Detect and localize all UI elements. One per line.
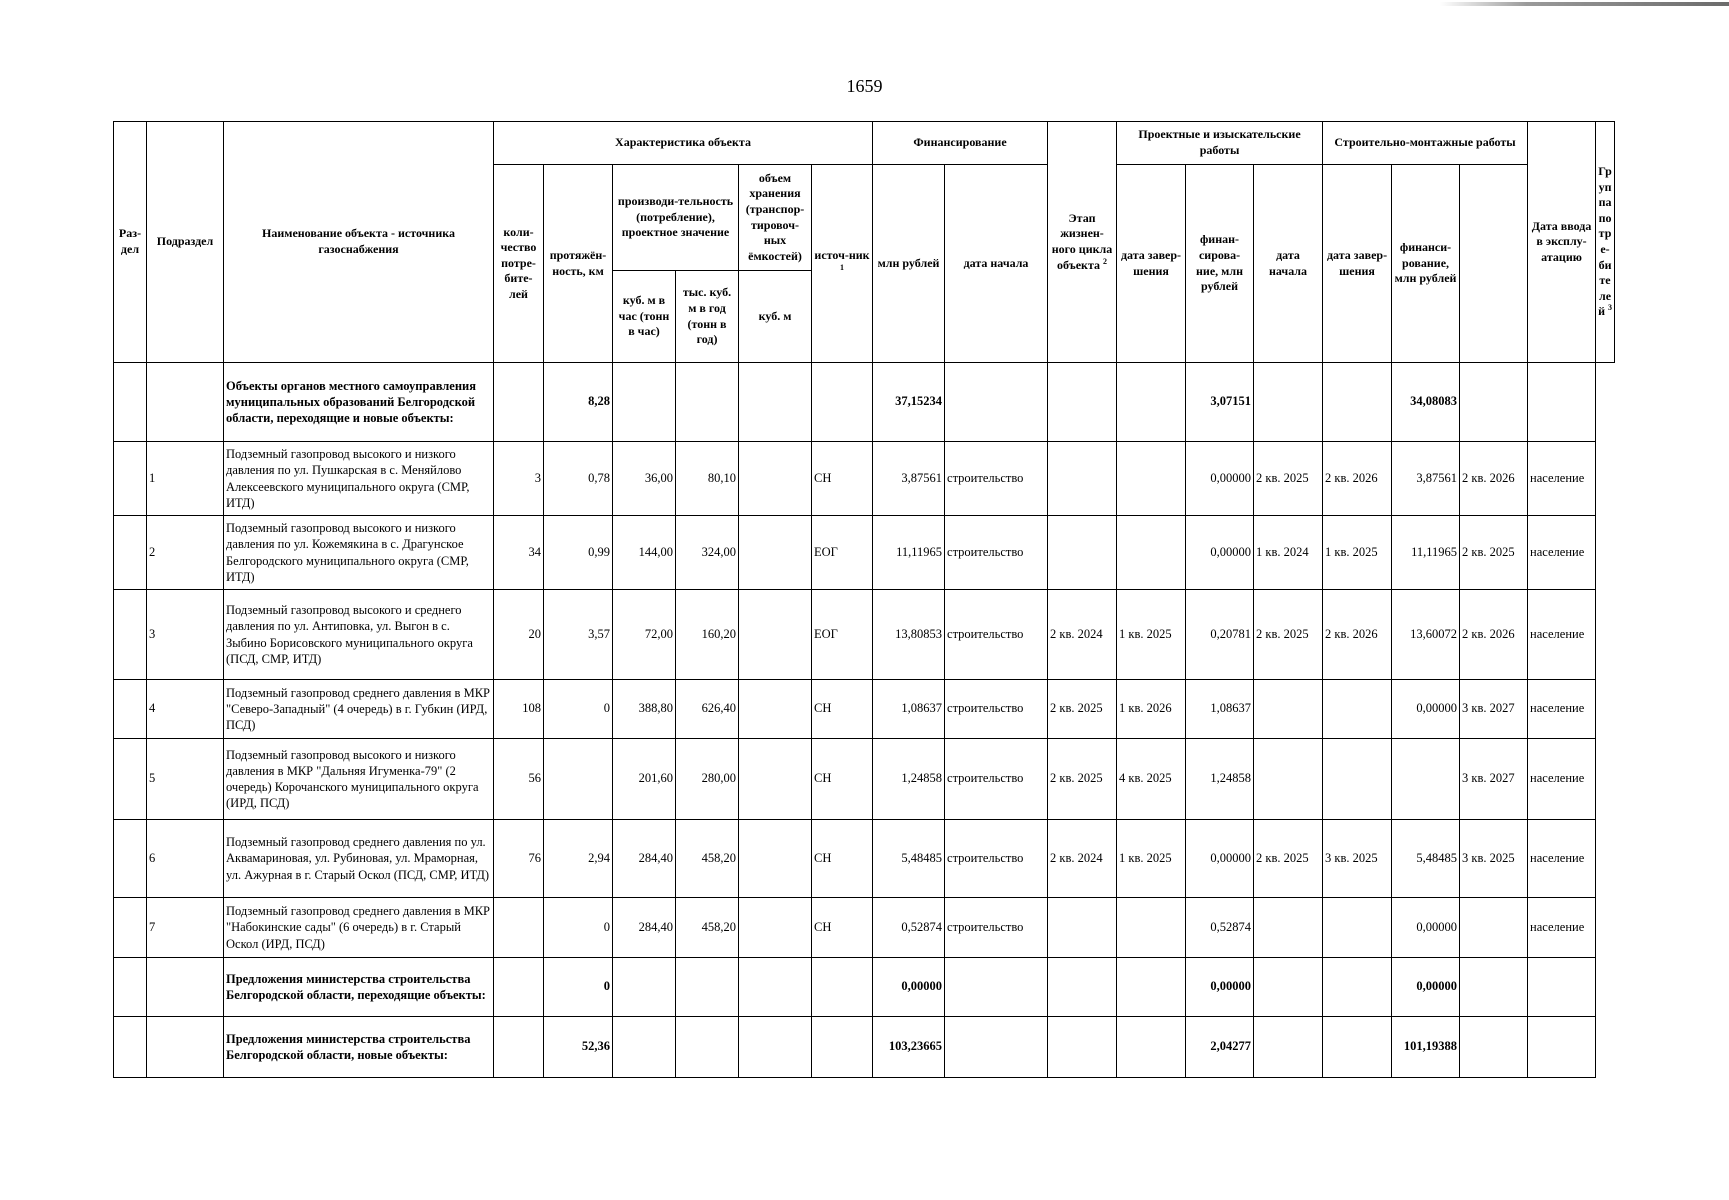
cell-length: 0 <box>544 958 613 1017</box>
cell-commission-date: 2 кв. 2026 <box>1460 442 1528 516</box>
cell-construction-start <box>1254 958 1323 1017</box>
cell-consumer-group: население <box>1528 442 1596 516</box>
table-row <box>114 516 1615 590</box>
cell-consumer-group: население <box>1528 516 1596 590</box>
cell-productivity-hour: 284,40 <box>613 898 676 958</box>
cell-commission-date <box>1460 363 1528 442</box>
cell-consumer-group: население <box>1528 680 1596 739</box>
cell-design-end: 4 кв. 2025 <box>1117 739 1186 820</box>
header-commission-date: Дата ввода в эксплу-атацию <box>1528 122 1596 363</box>
cell-construction-start: 2 кв. 2025 <box>1254 442 1323 516</box>
cell-razdel <box>114 1017 147 1078</box>
header-razdel: Раз-дел <box>114 122 147 363</box>
cell-design-financing: 3,07151 <box>1186 363 1254 442</box>
cell-productivity-year: 324,00 <box>676 516 739 590</box>
cell-design-start <box>1048 898 1117 958</box>
cell-productivity-year <box>676 363 739 442</box>
cell-design-start: 2 кв. 2025 <box>1048 680 1117 739</box>
cell-design-end <box>1117 516 1186 590</box>
cell-commission-date: 3 кв. 2025 <box>1460 820 1528 898</box>
cell-source: СН <box>812 898 873 958</box>
cell-storage <box>739 442 812 516</box>
cell-amount: 0,00000 <box>873 958 945 1017</box>
cell-length: 2,94 <box>544 820 613 898</box>
cell-razdel <box>114 442 147 516</box>
cell-construction-end: 2 кв. 2026 <box>1323 442 1392 516</box>
cell-commission-date: 2 кв. 2026 <box>1460 590 1528 680</box>
cell-productivity-hour: 388,80 <box>613 680 676 739</box>
header-design-end: дата завер-шения <box>1117 165 1186 363</box>
cell-amount: 37,15234 <box>873 363 945 442</box>
cell-razdel <box>114 898 147 958</box>
cell-productivity-hour <box>613 363 676 442</box>
cell-object-name: Подземный газопровод высокого и среднего давления по ул. Антиповка, ул. Выгон в с. Зыбино Борисовского муниципального округа (ПСД, СМР, ИТД) <box>224 590 494 680</box>
cell-storage <box>739 363 812 442</box>
cell-construction-end <box>1323 898 1392 958</box>
cell-design-end <box>1117 1017 1186 1078</box>
cell-construction-start <box>1254 680 1323 739</box>
cell-design-start: 2 кв. 2024 <box>1048 590 1117 680</box>
cell-design-start <box>1048 958 1117 1017</box>
cell-consumers <box>494 363 544 442</box>
cell-consumers <box>494 898 544 958</box>
cell-consumer-group <box>1528 363 1596 442</box>
cell-amount: 13,80853 <box>873 590 945 680</box>
cell-podrazdel <box>147 1017 224 1078</box>
cell-storage <box>739 680 812 739</box>
cell-object-name: Подземный газопровод высокого и низкого давления по ул. Кожемякина в с. Драгунское Белгородского муниципального округа (СМР, ИТД) <box>224 516 494 590</box>
cell-consumers: 20 <box>494 590 544 680</box>
cell-construction-end <box>1323 958 1392 1017</box>
cell-podrazdel: 1 <box>147 442 224 516</box>
cell-storage <box>739 516 812 590</box>
cell-design-start <box>1048 442 1117 516</box>
header-productivity: производи-тельность (потребление), проектное значение <box>613 165 739 271</box>
cell-length <box>544 739 613 820</box>
cell-consumer-group <box>1528 958 1596 1017</box>
cell-lifecycle: строительство <box>945 680 1048 739</box>
cell-consumer-group <box>1528 1017 1596 1078</box>
cell-object-name: Объекты органов местного самоуправления муниципальных образований Белгородской области, переходящие и новые объекты: <box>224 363 494 442</box>
cell-consumers <box>494 1017 544 1078</box>
cell-podrazdel: 4 <box>147 680 224 739</box>
cell-design-financing: 0,52874 <box>1186 898 1254 958</box>
cell-productivity-year <box>676 1017 739 1078</box>
cell-design-end <box>1117 363 1186 442</box>
cell-podrazdel: 2 <box>147 516 224 590</box>
cell-storage <box>739 590 812 680</box>
cell-storage <box>739 739 812 820</box>
cell-storage <box>739 1017 812 1078</box>
cell-design-financing: 0,00000 <box>1186 958 1254 1017</box>
page-number: 1659 <box>846 76 883 96</box>
cell-amount: 0,52874 <box>873 898 945 958</box>
cell-storage <box>739 898 812 958</box>
header-design-works: Проектные и изыскательские работы <box>1117 122 1323 165</box>
cell-length: 3,57 <box>544 590 613 680</box>
cell-consumers: 56 <box>494 739 544 820</box>
cell-productivity-year: 80,10 <box>676 442 739 516</box>
cell-razdel <box>114 739 147 820</box>
cell-object-name: Подземный газопровод среднего давления в МКР "Набокинские сады" (6 очередь) в г. Старый Оскол (ИРД, ПСД) <box>224 898 494 958</box>
table-row <box>114 1017 1615 1078</box>
cell-consumer-group: население <box>1528 739 1596 820</box>
cell-amount: 103,23665 <box>873 1017 945 1078</box>
scan-edge-artifact <box>1440 2 1729 6</box>
header-consumers: коли-чество потре-бите-лей <box>494 165 544 363</box>
cell-construction-financing: 11,11965 <box>1392 516 1460 590</box>
cell-storage <box>739 958 812 1017</box>
cell-construction-start: 1 кв. 2024 <box>1254 516 1323 590</box>
cell-construction-end <box>1323 363 1392 442</box>
cell-design-end <box>1117 442 1186 516</box>
cell-length: 0 <box>544 680 613 739</box>
cell-podrazdel: 3 <box>147 590 224 680</box>
cell-construction-end <box>1323 739 1392 820</box>
header-consumer-group: Группа потре-бителей $^3$ <box>1596 122 1615 363</box>
header-source: источ-ник $^1$ <box>812 165 873 363</box>
cell-design-financing: 0,00000 <box>1186 820 1254 898</box>
header-storage-unit: куб. м <box>739 271 812 363</box>
cell-source: СН <box>812 820 873 898</box>
cell-productivity-year: 626,40 <box>676 680 739 739</box>
cell-object-name: Подземный газопровод высокого и низкого давления в МКР "Дальняя Игуменка-79" (2 очередь) Корочанского муниципального округа (ИРД, ПСД) <box>224 739 494 820</box>
header-productivity-year: тыс. куб. м в год (тонн в год) <box>676 271 739 363</box>
cell-length: 0,78 <box>544 442 613 516</box>
cell-consumers: 108 <box>494 680 544 739</box>
cell-productivity-year: 458,20 <box>676 898 739 958</box>
cell-construction-end: 2 кв. 2026 <box>1323 590 1392 680</box>
cell-design-end: 1 кв. 2025 <box>1117 590 1186 680</box>
cell-construction-financing: 101,19388 <box>1392 1017 1460 1078</box>
cell-object-name: Подземный газопровод среднего давления по ул. Аквамариновая, ул. Рубиновая, ул. Мраморная, ул. Ажурная в г. Старый Оскол (ПСД, СМР, ИТД) <box>224 820 494 898</box>
cell-design-financing: 0,00000 <box>1186 442 1254 516</box>
cell-podrazdel: 7 <box>147 898 224 958</box>
cell-lifecycle <box>945 1017 1048 1078</box>
cell-commission-date <box>1460 898 1528 958</box>
cell-source: СН <box>812 739 873 820</box>
table-row <box>114 958 1615 1017</box>
cell-razdel <box>114 820 147 898</box>
cell-construction-financing: 0,00000 <box>1392 958 1460 1017</box>
cell-length: 0 <box>544 898 613 958</box>
cell-consumer-group: население <box>1528 898 1596 958</box>
cell-construction-start <box>1254 898 1323 958</box>
table-row <box>114 898 1615 958</box>
cell-object-name: Подземный газопровод среднего давления в МКР "Северо-Западный" (4 очередь) в г. Губкин (ИРД, ПСД) <box>224 680 494 739</box>
table-body <box>114 363 1615 1078</box>
cell-object-name: Предложения министерства строительства Белгородской области, новые объекты: <box>224 1017 494 1078</box>
cell-amount: 11,11965 <box>873 516 945 590</box>
cell-lifecycle: строительство <box>945 516 1048 590</box>
header-lifecycle: Этап жизнен-ного цикла объекта $^2$ <box>1048 122 1117 363</box>
table-row <box>114 820 1615 898</box>
cell-lifecycle <box>945 363 1048 442</box>
cell-construction-financing: 3,87561 <box>1392 442 1460 516</box>
cell-razdel <box>114 958 147 1017</box>
cell-construction-start <box>1254 1017 1323 1078</box>
cell-productivity-hour: 36,00 <box>613 442 676 516</box>
table-row <box>114 363 1615 442</box>
cell-consumers: 3 <box>494 442 544 516</box>
cell-length: 8,28 <box>544 363 613 442</box>
cell-commission-date <box>1460 958 1528 1017</box>
header-design-start: дата начала <box>945 165 1048 363</box>
cell-consumers <box>494 958 544 1017</box>
cell-productivity-hour: 201,60 <box>613 739 676 820</box>
cell-storage <box>739 820 812 898</box>
cell-source: СН <box>812 680 873 739</box>
cell-consumer-group: население <box>1528 590 1596 680</box>
cell-consumers: 76 <box>494 820 544 898</box>
cell-object-name: Предложения министерства строительства Белгородской области, переходящие объекты: <box>224 958 494 1017</box>
cell-design-financing: 1,08637 <box>1186 680 1254 739</box>
cell-razdel <box>114 680 147 739</box>
cell-productivity-year: 458,20 <box>676 820 739 898</box>
header-length: протяжён-ность, км <box>544 165 613 363</box>
cell-construction-end: 3 кв. 2025 <box>1323 820 1392 898</box>
table-row <box>114 442 1615 516</box>
cell-productivity-year <box>676 958 739 1017</box>
cell-object-name: Подземный газопровод высокого и низкого давления по ул. Пушкарская в с. Меняйлово Алексеевского муниципального округа (СМР, ИТД) <box>224 442 494 516</box>
cell-productivity-hour <box>613 958 676 1017</box>
cell-construction-end <box>1323 680 1392 739</box>
cell-construction-start: 2 кв. 2025 <box>1254 820 1323 898</box>
cell-lifecycle <box>945 958 1048 1017</box>
cell-construction-start <box>1254 363 1323 442</box>
cell-construction-start: 2 кв. 2025 <box>1254 590 1323 680</box>
cell-design-start <box>1048 1017 1117 1078</box>
header-podrazdel: Подраздел <box>147 122 224 363</box>
cell-podrazdel <box>147 958 224 1017</box>
table-row <box>114 739 1615 820</box>
cell-commission-date: 2 кв. 2025 <box>1460 516 1528 590</box>
cell-construction-financing: 5,48485 <box>1392 820 1460 898</box>
header-construction-works: Строительно-монтажные работы <box>1323 122 1528 165</box>
cell-lifecycle: строительство <box>945 898 1048 958</box>
cell-design-end <box>1117 898 1186 958</box>
cell-podrazdel: 5 <box>147 739 224 820</box>
table-row <box>114 590 1615 680</box>
cell-design-financing: 0,00000 <box>1186 516 1254 590</box>
header-characteristics: Характеристика объекта <box>494 122 873 165</box>
cell-consumer-group: население <box>1528 820 1596 898</box>
cell-consumers: 34 <box>494 516 544 590</box>
cell-design-end <box>1117 958 1186 1017</box>
header-amount: млн рублей <box>873 165 945 363</box>
cell-construction-end <box>1323 1017 1392 1078</box>
header-object-name: Наименование объекта - источника газоснабжения <box>224 122 494 363</box>
cell-length: 52,36 <box>544 1017 613 1078</box>
cell-design-start <box>1048 516 1117 590</box>
cell-commission-date: 3 кв. 2027 <box>1460 739 1528 820</box>
cell-productivity-hour <box>613 1017 676 1078</box>
cell-design-end: 1 кв. 2025 <box>1117 820 1186 898</box>
cell-lifecycle: строительство <box>945 590 1048 680</box>
cell-design-start: 2 кв. 2024 <box>1048 820 1117 898</box>
cell-source: ЕОГ <box>812 516 873 590</box>
cell-amount: 3,87561 <box>873 442 945 516</box>
cell-source <box>812 363 873 442</box>
cell-lifecycle: строительство <box>945 739 1048 820</box>
cell-design-start <box>1048 363 1117 442</box>
cell-construction-financing: 34,08083 <box>1392 363 1460 442</box>
cell-construction-financing: 0,00000 <box>1392 680 1460 739</box>
gas-objects-table <box>113 121 1615 1078</box>
cell-amount: 1,24858 <box>873 739 945 820</box>
header-design-financing: финан-сирова-ние, млн рублей <box>1186 165 1254 363</box>
cell-design-end: 1 кв. 2026 <box>1117 680 1186 739</box>
cell-source <box>812 958 873 1017</box>
cell-razdel <box>114 590 147 680</box>
cell-lifecycle: строительство <box>945 820 1048 898</box>
header-storage: объем хранения (транспор-тировоч-ных ёмкостей) <box>739 165 812 271</box>
cell-design-financing: 2,04277 <box>1186 1017 1254 1078</box>
cell-construction-financing <box>1392 739 1460 820</box>
cell-commission-date: 3 кв. 2027 <box>1460 680 1528 739</box>
cell-amount: 5,48485 <box>873 820 945 898</box>
cell-productivity-hour: 144,00 <box>613 516 676 590</box>
cell-productivity-year: 160,20 <box>676 590 739 680</box>
cell-source: СН <box>812 442 873 516</box>
cell-design-start: 2 кв. 2025 <box>1048 739 1117 820</box>
header-construction-end: дата завер-шения <box>1323 165 1392 363</box>
header-financing: Финансирование <box>873 122 1048 165</box>
cell-productivity-year: 280,00 <box>676 739 739 820</box>
cell-amount: 1,08637 <box>873 680 945 739</box>
header-productivity-hour: куб. м в час (тонн в час) <box>613 271 676 363</box>
cell-productivity-hour: 284,40 <box>613 820 676 898</box>
cell-design-financing: 1,24858 <box>1186 739 1254 820</box>
cell-commission-date <box>1460 1017 1528 1078</box>
cell-construction-start <box>1254 739 1323 820</box>
cell-source <box>812 1017 873 1078</box>
cell-razdel <box>114 363 147 442</box>
cell-design-financing: 0,20781 <box>1186 590 1254 680</box>
cell-podrazdel: 6 <box>147 820 224 898</box>
cell-source: ЕОГ <box>812 590 873 680</box>
header-construction-financing: финанси-рование, млн рублей <box>1392 165 1460 363</box>
cell-construction-financing: 0,00000 <box>1392 898 1460 958</box>
cell-construction-end: 1 кв. 2025 <box>1323 516 1392 590</box>
cell-construction-financing: 13,60072 <box>1392 590 1460 680</box>
cell-podrazdel <box>147 363 224 442</box>
cell-productivity-hour: 72,00 <box>613 590 676 680</box>
cell-razdel <box>114 516 147 590</box>
cell-length: 0,99 <box>544 516 613 590</box>
cell-lifecycle: строительство <box>945 442 1048 516</box>
header-construction-start: дата начала <box>1254 165 1323 363</box>
table-row <box>114 680 1615 739</box>
